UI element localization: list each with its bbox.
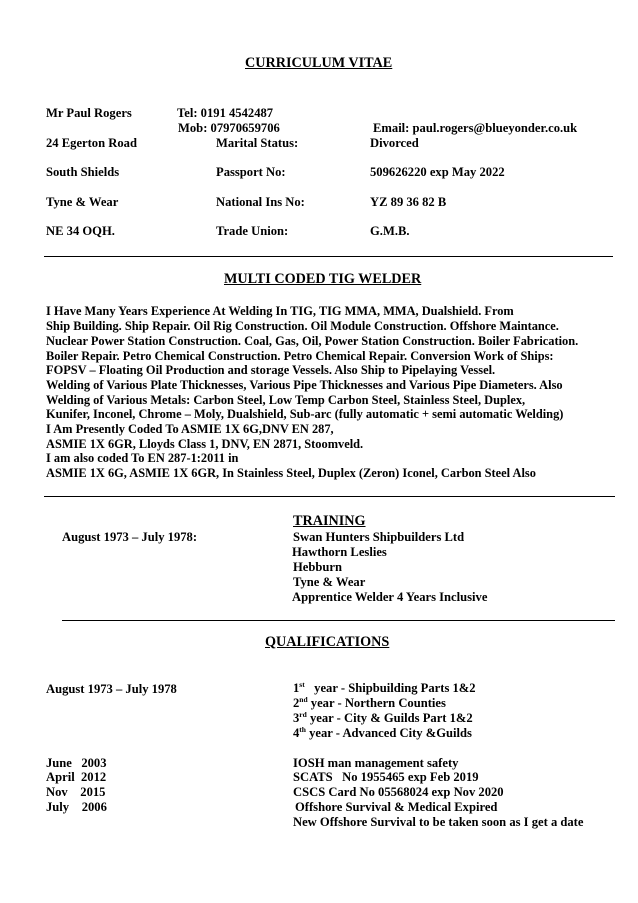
email: Email: paul.rogers@blueyonder.co.uk <box>373 121 578 135</box>
training-line: Swan Hunters Shipbuilders Ltd <box>293 530 465 544</box>
qualification-text: New Offshore Survival to be taken soon as I get a date <box>293 815 584 829</box>
qualification-date: June 2003 <box>46 756 107 770</box>
postcode: NE 34 OQH. <box>46 224 115 238</box>
apprentice-dates: August 1973 – July 1978 <box>46 682 177 696</box>
apprentice-year-item: 1st year - Shipbuilding Parts 1&2 <box>293 680 476 695</box>
qualification-text: SCATS No 1955465 exp Feb 2019 <box>293 770 479 784</box>
qualification-date: July 2006 <box>46 800 107 814</box>
training-dates: August 1973 – July 1978: <box>62 530 198 544</box>
marital-status-label: Marital Status: <box>216 136 299 150</box>
qualifications-heading: QUALIFICATIONS <box>265 634 390 650</box>
profile-line: I Am Presently Coded To ASMIE 1X 6G,DNV EN 287, <box>46 422 334 436</box>
qualification-text: Offshore Survival & Medical Expired <box>295 800 498 814</box>
profile-line: FOPSV – Floating Oil Production and storage Vessels. Also Ship to Pipelaying Vessel. <box>46 363 496 377</box>
profile-line: I am also coded To EN 287-1:2011 in <box>46 451 239 465</box>
training-line: Hawthorn Leslies <box>292 545 387 559</box>
trade-union-value: G.M.B. <box>370 224 410 238</box>
name: Mr Paul Rogers <box>46 106 132 120</box>
divider <box>44 496 615 497</box>
profile-heading: MULTI CODED TIG WELDER <box>224 271 422 287</box>
address-line-1: 24 Egerton Road <box>46 136 137 150</box>
apprentice-year-item: 4th year - Advanced City &Guilds <box>293 725 472 740</box>
national-insurance-label: National Ins No: <box>216 195 305 209</box>
address-line-3: Tyne & Wear <box>46 195 119 209</box>
training-heading: TRAINING <box>293 513 366 529</box>
qualification-text: CSCS Card No 05568024 exp Nov 2020 <box>293 785 504 799</box>
divider <box>44 256 613 257</box>
training-line: Hebburn <box>293 560 342 574</box>
qualification-date: April 2012 <box>46 770 107 784</box>
profile-line: Kunifer, Inconel, Chrome – Moly, Dualshield, Sub-arc (fully automatic + semi automatic Welding) <box>46 407 564 421</box>
passport-value: 509626220 exp May 2022 <box>370 165 505 179</box>
trade-union-label: Trade Union: <box>216 224 289 238</box>
training-line: Tyne & Wear <box>293 575 366 589</box>
training-line: Apprentice Welder 4 Years Inclusive <box>292 590 488 604</box>
profile-line: ASMIE 1X 6G, ASMIE 1X 6GR, In Stainless Steel, Duplex (Zeron) Iconel, Carbon Steel Also <box>46 466 536 480</box>
profile-line: ASMIE 1X 6GR, Lloyds Class 1, DNV, EN 2871, Stoomveld. <box>46 437 364 451</box>
profile-line: Welding of Various Metals: Carbon Steel, Low Temp Carbon Steel, Stainless Steel, Duplex, <box>46 393 526 407</box>
apprentice-year-item: 3rd year - City & Guilds Part 1&2 <box>293 710 473 725</box>
cv-title: CURRICULUM VITAE <box>245 55 393 71</box>
profile-line: Nuclear Power Station Construction. Coal, Gas, Oil, Power Station Construction. Boiler Fabrication. <box>46 334 579 348</box>
telephone: Tel: 0191 4542487 <box>177 106 274 120</box>
profile-line: Boiler Repair. Petro Chemical Construction. Petro Chemical Repair. Conversion Work of Ships: <box>46 349 554 363</box>
profile-line: Ship Building. Ship Repair. Oil Rig Construction. Oil Module Construction. Offshore Maintance. <box>46 319 559 333</box>
apprentice-year-item: 2nd year - Northern Counties <box>293 695 446 710</box>
qualification-date: Nov 2015 <box>46 785 106 799</box>
profile-line: I Have Many Years Experience At Welding In TIG, TIG MMA, MMA, Dualshield. From <box>46 304 514 318</box>
address-line-2: South Shields <box>46 165 120 179</box>
mobile: Mob: 07970659706 <box>178 121 280 135</box>
national-insurance-value: YZ 89 36 82 B <box>370 195 447 209</box>
qualification-text: IOSH man management safety <box>293 756 459 770</box>
divider <box>62 620 615 621</box>
profile-line: Welding of Various Plate Thicknesses, Various Pipe Thicknesses and Various Pipe Diameters. Also <box>46 378 563 392</box>
passport-label: Passport No: <box>216 165 286 179</box>
marital-status-value: Divorced <box>370 136 419 150</box>
